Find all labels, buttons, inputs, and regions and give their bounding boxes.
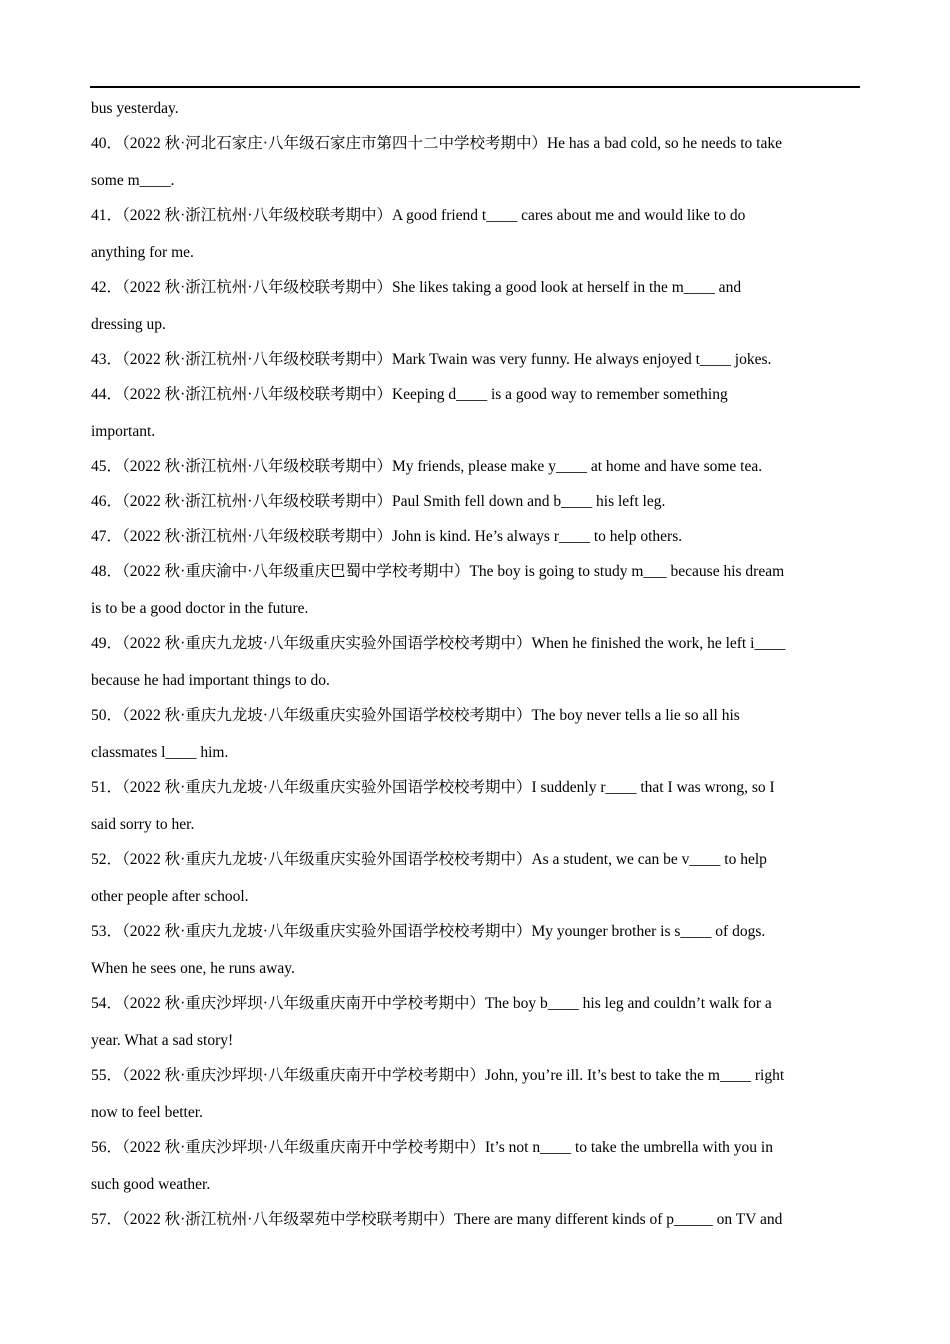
question-56-line-2: such good weather. [91,1176,211,1193]
question-49-line-1: 49．（2022 秋·重庆九龙坡·八年级重庆实验外国语学校校考期中）When he finished the work, he left i____ [91,635,786,652]
question-53-line-1: 53．（2022 秋·重庆九龙坡·八年级重庆实验外国语学校校考期中）My younger brother is s____ of dogs. [91,923,766,940]
question-57-line-1: 57．（2022 秋·浙江杭州·八年级翠苑中学校联考期中）There are many different kinds of p_____ on TV and [91,1211,783,1228]
question-49-line-2: because he had important things to do. [91,672,330,689]
question-40-line-2: some m____. [91,172,175,189]
question-42-line-1: 42．（2022 秋·浙江杭州·八年级校联考期中）She likes taking a good look at herself in the m____ and [91,279,742,296]
question-54-line-1: 54．（2022 秋·重庆沙坪坝·八年级重庆南开中学校考期中）The boy b____ his leg and couldn’t walk for a [91,995,772,1012]
question-48-line-1: 48．（2022 秋·重庆渝中·八年级重庆巴蜀中学校考期中）The boy is going to study m___ because his dream [91,563,785,580]
question-list [91,96,861,1242]
question-52-line-1: 52．（2022 秋·重庆九龙坡·八年级重庆实验外国语学校校考期中）As a student, we can be v____ to help [91,851,767,868]
question-50-line-2: classmates l____ him. [91,744,229,761]
question-44-line-1: 44．（2022 秋·浙江杭州·八年级校联考期中）Keeping d____ is a good way to remember something [91,386,728,403]
question-45-line-1: 45．（2022 秋·浙江杭州·八年级校联考期中）My friends, please make y____ at home and have some tea. [91,458,763,475]
question-42-line-2: dressing up. [91,316,166,333]
text-line: bus yesterday. [91,100,179,117]
question-55-line-2: now to feel better. [91,1104,203,1121]
question-56-line-1: 56．（2022 秋·重庆沙坪坝·八年级重庆南开中学校考期中）It’s not n____ to take the umbrella with you in [91,1139,773,1156]
question-52-line-2: other people after school. [91,888,249,905]
question-46-line-1: 46．（2022 秋·浙江杭州·八年级校联考期中）Paul Smith fell down and b____ his left leg. [91,493,666,510]
header-rule [90,86,860,88]
question-43-line-1: 43．（2022 秋·浙江杭州·八年级校联考期中）Mark Twain was very funny. He always enjoyed t____ jokes. [91,351,772,368]
question-40-line-1: 40．（2022 秋·河北石家庄·八年级石家庄市第四十二中学校考期中）He has a bad cold, so he needs to take [91,135,782,152]
question-50-line-1: 50．（2022 秋·重庆九龙坡·八年级重庆实验外国语学校校考期中）The boy never tells a lie so all his [91,707,740,724]
question-51-line-1: 51．（2022 秋·重庆九龙坡·八年级重庆实验外国语学校校考期中）I suddenly r____ that I was wrong, so I [91,779,775,796]
question-53-line-2: When he sees one, he runs away. [91,960,295,977]
question-41-line-1: 41．（2022 秋·浙江杭州·八年级校联考期中）A good friend t____ cares about me and would like to do [91,207,746,224]
question-44-line-2: important. [91,423,156,440]
question-48-line-2: is to be a good doctor in the future. [91,600,309,617]
question-41-line-2: anything for me. [91,244,194,261]
question-55-line-1: 55．（2022 秋·重庆沙坪坝·八年级重庆南开中学校考期中）John, you’re ill. It’s best to take the m____ right [91,1067,785,1084]
question-47-line-1: 47．（2022 秋·浙江杭州·八年级校联考期中）John is kind. He’s always r____ to help others. [91,528,683,545]
question-54-line-2: year. What a sad story! [91,1032,234,1049]
question-51-line-2: said sorry to her. [91,816,195,833]
